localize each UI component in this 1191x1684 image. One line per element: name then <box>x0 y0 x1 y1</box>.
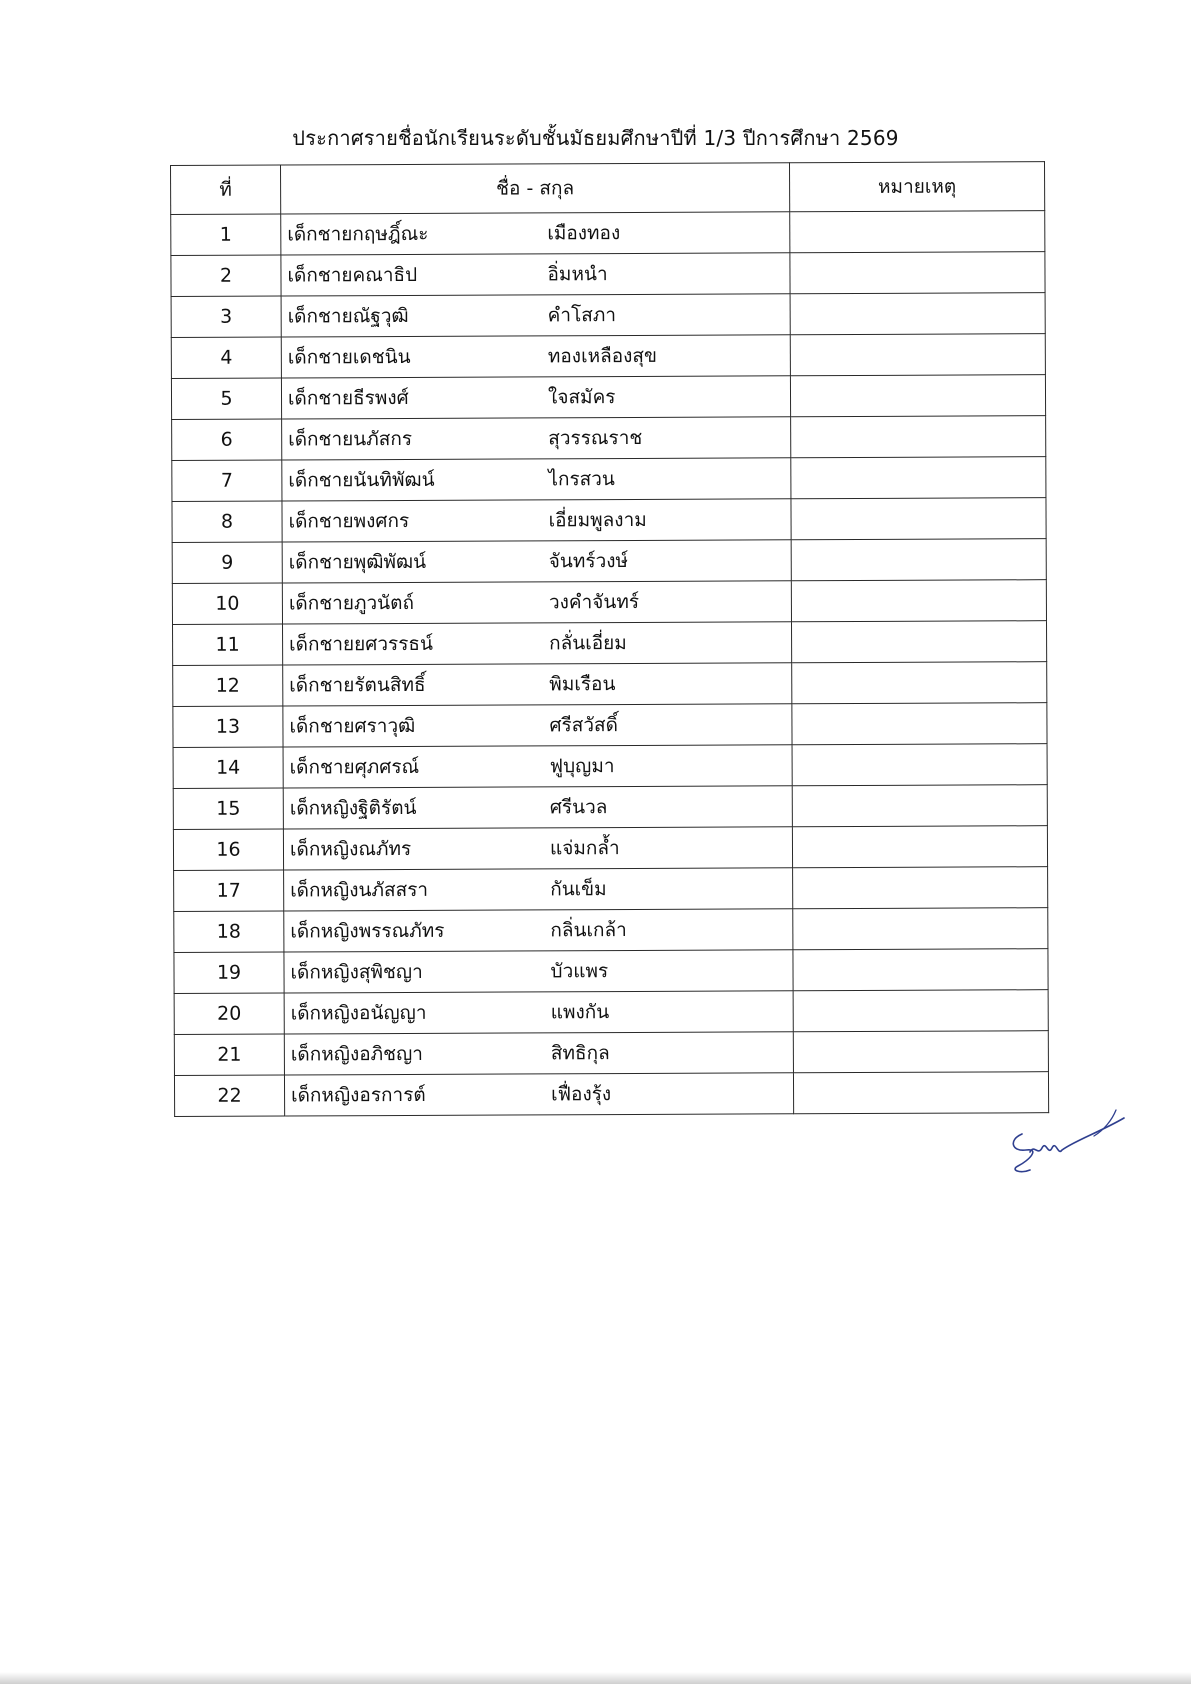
student-name-cell <box>284 950 793 993</box>
student-last-name: แจ่มกล้ำ <box>549 837 620 860</box>
remark-cell <box>791 580 1046 622</box>
student-name-cell <box>283 786 792 829</box>
table-row <box>173 662 1047 707</box>
table-row <box>174 867 1048 912</box>
row-number-cell: 13 <box>173 706 283 747</box>
table-body <box>171 211 1049 1117</box>
table-row <box>173 621 1047 666</box>
table-row <box>171 375 1045 420</box>
row-number-cell: 2 <box>171 255 281 296</box>
student-first-name: เด็กชายเดชนิน <box>287 345 411 369</box>
remark-cell <box>792 703 1047 745</box>
remark-cell <box>791 621 1046 663</box>
table-row <box>172 580 1046 625</box>
row-number-cell: 19 <box>174 952 284 993</box>
student-name-cell <box>284 1073 793 1116</box>
row-number-cell: 1 <box>171 214 281 255</box>
remark-cell <box>790 252 1045 294</box>
student-name-cell <box>282 540 791 583</box>
student-name-cell <box>284 909 793 952</box>
student-first-name: เด็กชายพงศกร <box>288 509 410 533</box>
row-number-cell: 3 <box>171 296 281 337</box>
remark-cell <box>791 498 1046 540</box>
student-last-name: ไกรสวน <box>548 468 615 491</box>
student-name-cell <box>283 827 792 870</box>
remark-cell <box>793 908 1048 950</box>
table-row <box>171 334 1045 379</box>
table-row <box>172 416 1046 461</box>
student-name-cell <box>284 1032 793 1075</box>
table-header-row <box>171 162 1045 215</box>
row-number-cell: 12 <box>173 665 283 706</box>
student-first-name: เด็กชายภูวนัตถ์ <box>288 591 415 615</box>
row-number-cell: 20 <box>174 993 284 1034</box>
student-first-name: เด็กชายศุภศรณ์ <box>289 755 420 779</box>
remark-cell <box>791 457 1046 499</box>
table-row <box>172 457 1046 502</box>
student-last-name: สุวรรณราช <box>548 426 643 450</box>
student-name-cell <box>281 335 790 378</box>
row-number-cell: 11 <box>173 624 283 665</box>
row-number-cell: 21 <box>174 1034 284 1075</box>
remark-cell <box>792 744 1047 786</box>
table-row <box>171 211 1045 256</box>
student-first-name: เด็กชายนภัสกร <box>288 427 413 451</box>
student-first-name: เด็กหญิงอภิชญา <box>290 1042 423 1066</box>
remark-cell <box>790 211 1045 253</box>
student-first-name: เด็กหญิงฐิติรัตน์ <box>289 796 417 820</box>
row-number-cell: 22 <box>174 1075 284 1116</box>
remark-cell <box>790 293 1045 335</box>
student-last-name: วงคำจันทร์ <box>548 590 640 614</box>
remark-cell <box>793 1031 1048 1073</box>
row-number-cell: 5 <box>171 378 281 419</box>
page-title: ประกาศรายชื่อนักเรียนระดับชั้นมัธยมศึกษาปีที่ 1/3 ปีการศึกษา 2569 <box>292 126 899 150</box>
student-first-name: เด็กหญิงพรรณภัทร <box>290 919 445 943</box>
row-number-cell: 15 <box>173 788 283 829</box>
student-last-name: อิ่มหนำ <box>547 263 608 286</box>
student-name-cell <box>283 622 792 665</box>
table-row <box>174 1031 1048 1076</box>
student-name-cell <box>282 581 791 624</box>
student-last-name: ทองเหลืองสุข <box>547 344 658 368</box>
row-number-cell: 4 <box>171 337 281 378</box>
remark-cell <box>793 990 1048 1032</box>
student-last-name: ใจสมัคร <box>547 386 616 409</box>
student-name-cell <box>283 663 792 706</box>
row-number-cell: 9 <box>172 542 282 583</box>
signature-scribble-icon <box>1000 1100 1140 1190</box>
student-first-name: เด็กชายธีรพงศ์ <box>287 386 409 410</box>
student-name-cell <box>281 212 790 255</box>
row-number-cell: 18 <box>174 911 284 952</box>
remark-cell <box>792 662 1047 704</box>
student-first-name: เด็กหญิงอนัญญา <box>290 1001 427 1025</box>
student-last-name: กันเข็ม <box>550 878 607 901</box>
student-first-name: เด็กชายณัฐวุฒิ <box>287 304 409 328</box>
student-last-name: ฟูบุญมา <box>549 755 615 778</box>
remark-cell <box>793 867 1048 909</box>
student-name-cell <box>282 458 791 501</box>
student-first-name: เด็กชายพุฒิพัฒน์ <box>288 550 427 574</box>
student-last-name: พิมเรือน <box>549 673 616 696</box>
column-header-no: ที่ <box>171 165 281 214</box>
student-last-name: เมืองทอง <box>547 222 621 245</box>
table-row <box>171 293 1045 338</box>
student-last-name: กลั่นเอี่ยม <box>549 632 627 655</box>
student-name-cell <box>283 704 792 747</box>
student-first-name: เด็กชายนันทิพัฒน์ <box>288 468 435 492</box>
student-last-name: ศรีสวัสดิ์ <box>549 714 618 737</box>
student-first-name: เด็กชายคณาธิป <box>287 263 418 287</box>
column-header-remark: หมายเหตุ <box>789 162 1044 212</box>
student-name-cell <box>284 868 793 911</box>
student-last-name: กลิ่นเกล้า <box>550 919 627 942</box>
table-row <box>173 826 1047 871</box>
remark-cell <box>792 826 1047 868</box>
table-row <box>174 949 1048 994</box>
column-header-name: ชื่อ - สกุล <box>281 163 790 214</box>
student-first-name: เด็กหญิงณภัทร <box>289 837 412 861</box>
student-last-name: คำโสภา <box>547 304 617 327</box>
row-number-cell: 6 <box>172 419 282 460</box>
student-last-name: แพงกัน <box>550 1001 610 1024</box>
table-row <box>174 1072 1048 1117</box>
table-row <box>172 539 1046 584</box>
student-first-name: เด็กชายศราวุฒิ <box>289 714 416 738</box>
student-name-cell <box>284 991 793 1034</box>
table-row <box>174 990 1048 1035</box>
row-number-cell: 14 <box>173 747 283 788</box>
student-roster-table <box>170 161 1049 1117</box>
student-name-cell <box>281 253 790 296</box>
table-row <box>171 252 1045 297</box>
student-name-cell <box>283 745 792 788</box>
remark-cell <box>790 334 1045 376</box>
student-first-name: เด็กชายรัตนสิทธิ์ <box>289 673 426 697</box>
student-first-name: เด็กชายยศวรรธน์ <box>289 632 434 656</box>
table-row <box>173 703 1047 748</box>
student-first-name: เด็กหญิงอรการต์ <box>291 1083 426 1107</box>
student-last-name: ศรีนวล <box>549 796 608 819</box>
table-row <box>173 785 1047 830</box>
student-first-name: เด็กหญิงนภัสสรา <box>290 878 429 902</box>
remark-cell <box>791 416 1046 458</box>
remark-cell <box>791 539 1046 581</box>
student-name-cell <box>282 499 791 542</box>
table-row <box>172 498 1046 543</box>
remark-cell <box>793 949 1048 991</box>
student-name-cell <box>281 294 790 337</box>
table-row <box>174 908 1048 953</box>
student-last-name: เอี่ยมพูลงาม <box>548 508 647 532</box>
student-last-name: จันทร์วงษ์ <box>548 550 629 573</box>
student-last-name: บัวแพร <box>550 960 609 983</box>
row-number-cell: 7 <box>172 460 282 501</box>
student-first-name: เด็กหญิงสุพิชญา <box>290 960 423 984</box>
student-last-name: เฟื่องรุ้ง <box>551 1083 612 1106</box>
page-bottom-edge <box>0 1672 1191 1684</box>
row-number-cell: 10 <box>172 583 282 624</box>
row-number-cell: 16 <box>173 829 283 870</box>
table-row <box>173 744 1047 789</box>
remark-cell <box>790 375 1045 417</box>
row-number-cell: 8 <box>172 501 282 542</box>
student-first-name: เด็กชายกฤษฎิ์ณะ <box>287 222 429 246</box>
remark-cell <box>792 785 1047 827</box>
student-name-cell <box>281 376 790 419</box>
student-name-cell <box>282 417 791 460</box>
student-last-name: สิทธิกุล <box>550 1042 610 1065</box>
row-number-cell: 17 <box>174 870 284 911</box>
